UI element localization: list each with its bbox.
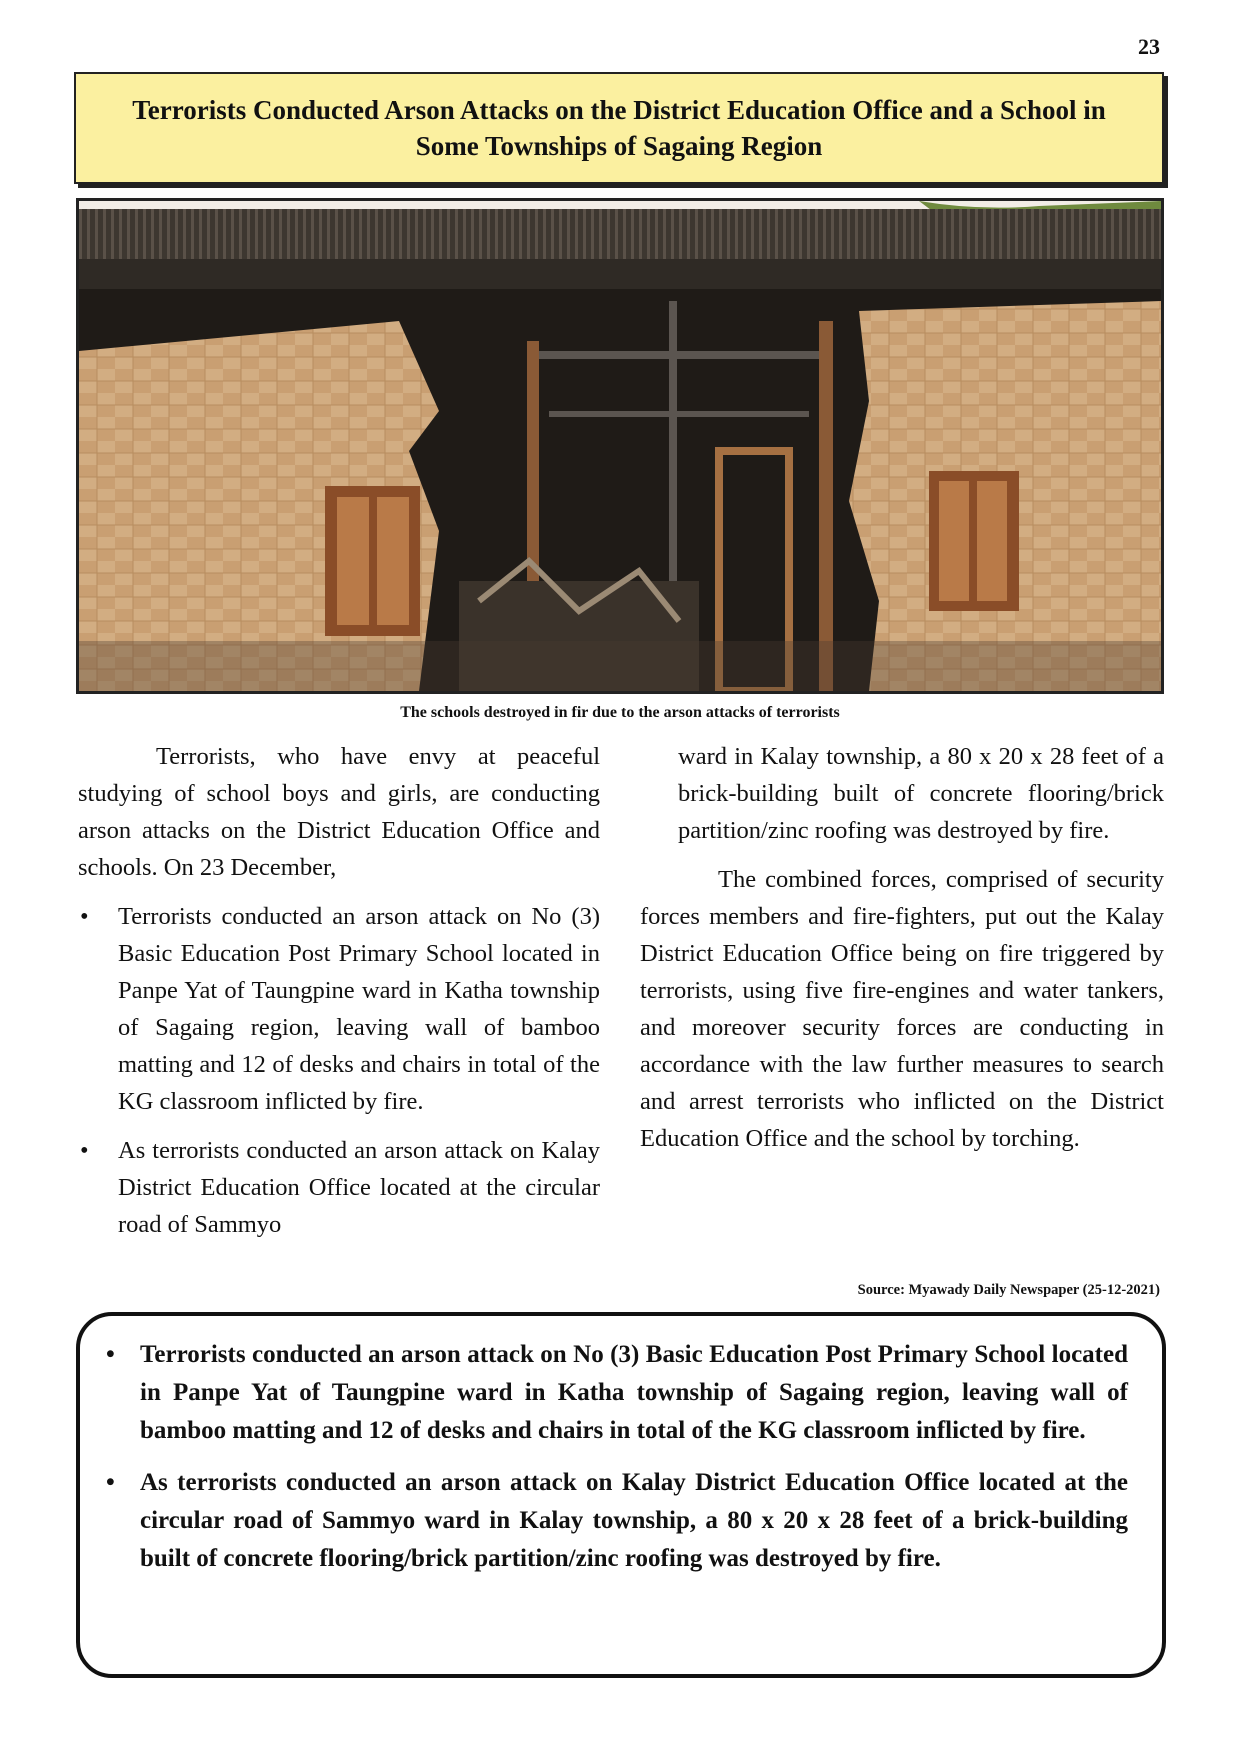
article-closing: The combined forces, comprised of security forces members and fire-fighters, put out the Kalay District Education Office being on fire triggered by terrorists, using five fire-engines and water tankers, and moreover security forces are conducting in accordance with the law further measures to search and arrest terrorists who inflicted on the District Education Office and the school by torching. [640,866,1164,1152]
article-intro: Terrorists, who have envy at peaceful studying of school boys and girls, are conducting arson attacks on the District Education Office and schools. On 23 December, [78,743,600,881]
summary-box [76,1312,1166,1678]
article-bullet-continuation: ward in Kalay township, a 80 x 20 x 28 feet of a brick-building built of concrete flooring/brick partition/zinc roofing was destroyed by fire. [678,743,1164,844]
article-bullet-item [78,898,600,1120]
article-bullet-item [78,1132,600,1243]
bullet-icon: • [80,903,89,930]
article-left-column [78,738,600,1255]
bullet-icon: • [80,1137,89,1164]
summary-text: Terrorists conducted an arson attack on No (3) Basic Education Post Primary School located in Panpe Yat of Taungpine ward in Katha township of Sagaing region, leaving wall of bamboo matting and 12 of desks and chairs in total of the KG classroom inflicted by fire. [140,1341,1128,1444]
burned-school-photo [76,198,1164,694]
bullet-icon: • [106,1341,115,1368]
summary-item [106,1464,1128,1578]
article-bullet-text: As terrorists conducted an arson attack on Kalay District Education Office located at the circular road of Sammyo [118,1137,600,1238]
page-number: 23 [1138,34,1160,59]
source-credit: Source: Myawady Daily Newspaper (25-12-2021) [857,1282,1160,1298]
bullet-icon: • [106,1469,115,1496]
photo-caption: The schools destroyed in fir due to the arson attacks of terrorists [400,704,840,721]
page-title: Terrorists Conducted Arson Attacks on the District Education Office and a School in Some Townships of Sagaing Region [132,95,1106,161]
article-right-column [640,738,1164,1169]
title-box [74,72,1164,184]
summary-list [106,1336,1128,1578]
article-bullet-text: Terrorists conducted an arson attack on No (3) Basic Education Post Primary School located in Panpe Yat of Taungpine ward in Katha township of Sagaing region, leaving wall of bamboo matting and 12 of desks and chairs in total of the KG classroom inflicted by fire. [118,903,600,1115]
article-bullet-list [78,898,600,1243]
summary-item [106,1336,1128,1450]
summary-text: As terrorists conducted an arson attack on Kalay District Education Office located at the circular road of Sammyo ward in Kalay township, a 80 x 20 x 28 feet of a brick-building built of concrete flooring/brick partition/zinc roofing was destroyed by fire. [140,1469,1128,1572]
